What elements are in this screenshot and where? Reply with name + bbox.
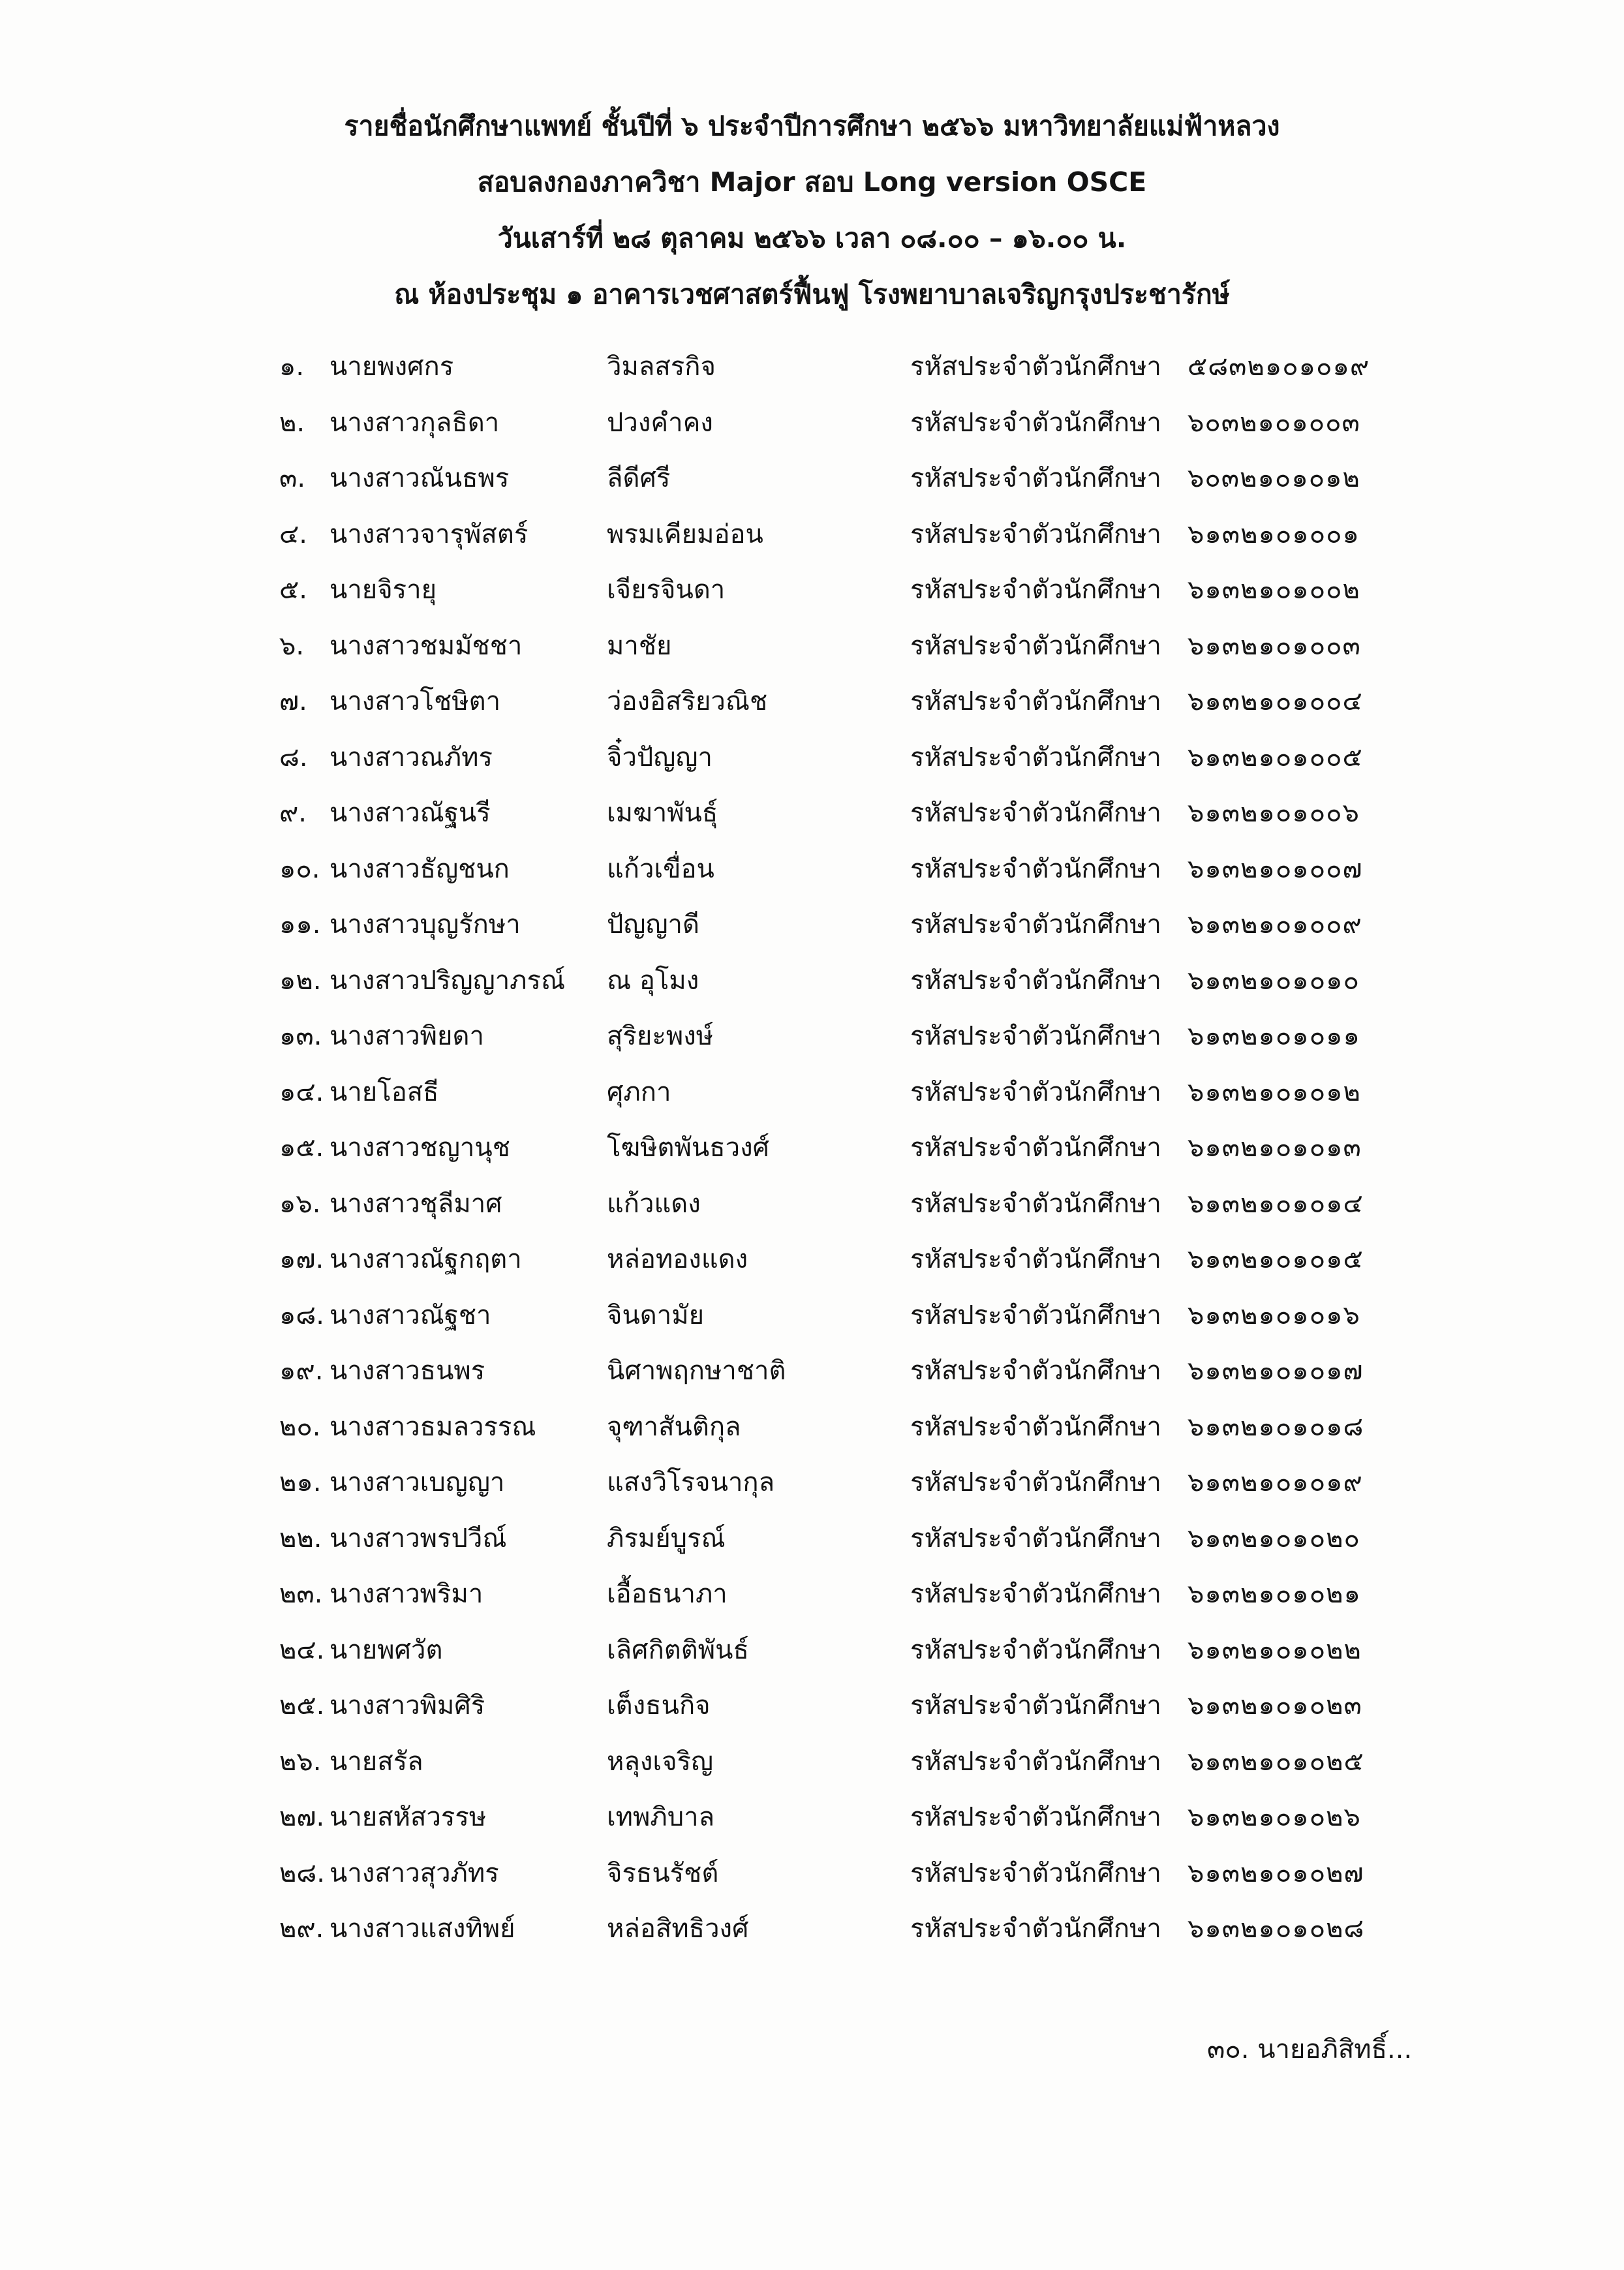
student-row: [0, 1400, 1624, 1456]
student-id-code: ๖๑๓๒๑๐๑๐๐๒: [1187, 575, 1360, 605]
student-last-name: นิศาพฤกษาชาติ: [607, 1356, 786, 1386]
student-first-name: นางสาวโชษิตา: [329, 686, 501, 716]
student-id-code: ๖๑๓๒๑๐๑๐๒๒: [1187, 1634, 1362, 1665]
student-first-name: นางสาวชุลีมาศ: [329, 1188, 502, 1219]
student-last-name: ภิรมย์บูรณ์: [607, 1523, 726, 1554]
header-exam-date: วันเสาร์ที่ ๒๘ ตุลาคม ๒๕๖๖ เวลา ๐๘.๐๐ – ๑๖.๐๐ น.: [497, 222, 1127, 254]
student-first-name: นายพงศกร: [329, 352, 454, 382]
student-row: [0, 786, 1624, 842]
student-row: [0, 1455, 1624, 1511]
student-id-code: ๖๑๓๒๑๐๑๐๐๓: [1187, 630, 1361, 661]
student-id-code: ๖๑๓๒๑๐๑๐๒๑: [1187, 1579, 1361, 1609]
student-first-name: นายโอสธี: [329, 1077, 439, 1107]
student-id-code: ๖๑๓๒๑๐๑๐๑๐: [1187, 965, 1360, 996]
student-number: ๑๕.: [279, 1133, 324, 1163]
student-last-name: เทพภิบาล: [607, 1802, 715, 1832]
student-id-code: ๖๑๓๒๑๐๑๐๑๙: [1187, 1467, 1363, 1497]
student-last-name: โฆษิตพันธวงศ์: [607, 1133, 770, 1163]
student-id-code: ๖๑๓๒๑๐๑๐๑๑: [1187, 1021, 1360, 1051]
student-last-name: ปัญญาดี: [607, 910, 699, 940]
student-id-code: ๕๘๓๒๑๐๑๐๑๙: [1187, 352, 1370, 382]
student-last-name: แก้วแดง: [607, 1188, 701, 1219]
student-number: ๓.: [279, 463, 306, 493]
student-row: [0, 730, 1624, 786]
student-last-name: ศุภกา: [607, 1077, 671, 1107]
student-id-code: ๖๑๓๒๑๐๑๐๑๕: [1187, 1244, 1364, 1274]
student-last-name: หล่อสิทธิวงศ์: [607, 1914, 749, 1944]
student-row: [0, 1567, 1624, 1623]
student-first-name: นางสาวกุลธิดา: [329, 407, 500, 438]
student-number: ๑๘.: [279, 1300, 324, 1330]
student-id-label: รหัสประจำตัวนักศึกษา: [910, 1300, 1161, 1330]
student-id-label: รหัสประจำตัวนักศึกษา: [910, 1244, 1161, 1274]
student-id-code: ๖๑๓๒๑๐๑๐๒๖: [1187, 1802, 1361, 1832]
student-last-name: วิมลสรกิจ: [607, 352, 716, 382]
student-number: ๗.: [279, 686, 307, 716]
student-row: [0, 1623, 1624, 1679]
student-row: [0, 339, 1624, 395]
student-id-label: รหัสประจำตัวนักศึกษา: [910, 1188, 1161, 1219]
student-last-name: จิรธนรัชต์: [607, 1858, 719, 1888]
student-row: [0, 562, 1624, 619]
student-first-name: นางสาวธมลวรรณ: [329, 1411, 536, 1442]
student-row: [0, 1120, 1624, 1176]
student-number: ๒๐.: [279, 1411, 321, 1442]
student-number: ๒๒.: [279, 1523, 322, 1554]
student-id-code: ๖๑๓๒๑๐๑๐๑๗: [1187, 1356, 1364, 1386]
student-id-label: รหัสประจำตัวนักศึกษา: [910, 1356, 1161, 1386]
student-number: ๔.: [279, 519, 307, 549]
student-number: ๒๑.: [279, 1467, 322, 1497]
student-id-label: รหัสประจำตัวนักศึกษา: [910, 910, 1161, 940]
student-first-name: นายพศวัต: [329, 1634, 443, 1665]
student-id-code: ๖๑๓๒๑๐๑๐๑๖: [1187, 1300, 1360, 1330]
student-id-code: ๖๑๓๒๑๐๑๐๐๕: [1187, 742, 1363, 773]
student-id-code: ๖๑๓๒๑๐๑๐๒๗: [1187, 1858, 1364, 1888]
student-last-name: จิ๋วปัญญา: [607, 742, 712, 773]
student-number: ๒๕.: [279, 1691, 325, 1721]
student-row: [0, 1678, 1624, 1734]
student-id-code: ๖๐๓๒๑๐๑๐๐๓: [1187, 407, 1360, 438]
student-list: [0, 339, 1624, 1957]
student-number: ๒๓.: [279, 1579, 323, 1609]
student-row: [0, 1846, 1624, 1902]
student-id-label: รหัสประจำตัวนักศึกษา: [910, 463, 1161, 493]
student-number: ๒๗.: [279, 1802, 325, 1832]
student-id-label: รหัสประจำตัวนักศึกษา: [910, 1858, 1161, 1888]
student-last-name: ปวงคำคง: [607, 407, 713, 438]
student-first-name: นางสาวธนพร: [329, 1356, 485, 1386]
student-id-label: รหัสประจำตัวนักศึกษา: [910, 1802, 1161, 1832]
student-number: ๑๒.: [279, 965, 322, 996]
student-first-name: นางสาวพิมศิริ: [329, 1691, 485, 1721]
student-row: [0, 1176, 1624, 1233]
student-id-label: รหัสประจำตัวนักศึกษา: [910, 1579, 1161, 1609]
student-id-label: รหัสประจำตัวนักศึกษา: [910, 1914, 1161, 1944]
student-row: [0, 674, 1624, 730]
continuation-note: ๓๐. นายอภิสิทธิ์...: [1207, 2034, 1413, 2064]
student-row: [0, 842, 1624, 898]
student-id-code: ๖๑๓๒๑๐๑๐๑๒: [1187, 1077, 1361, 1107]
student-last-name: ลีดีศรี: [607, 463, 671, 493]
student-number: ๑๖.: [279, 1188, 321, 1219]
student-id-code: ๖๑๓๒๑๐๑๐๒๘: [1187, 1914, 1365, 1944]
student-first-name: นางสาวชญานุช: [329, 1133, 510, 1163]
student-last-name: สุริยะพงษ์: [607, 1021, 714, 1051]
student-id-label: รหัสประจำตัวนักศึกษา: [910, 407, 1161, 438]
student-first-name: นางสาวณัฐกฤตา: [329, 1244, 522, 1274]
student-number: ๕.: [279, 575, 307, 605]
student-first-name: นางสาวธัญชนก: [329, 853, 510, 884]
student-id-code: ๖๑๓๒๑๐๑๐๐๗: [1187, 853, 1363, 884]
student-first-name: นางสาวพิยดา: [329, 1021, 484, 1051]
student-last-name: พรมเคียมอ่อน: [607, 519, 763, 549]
student-id-code: ๖๑๓๒๑๐๑๐๑๘: [1187, 1411, 1364, 1442]
student-id-code: ๖๑๓๒๑๐๑๐๐๑: [1187, 519, 1360, 549]
student-number: ๒๘.: [279, 1858, 325, 1888]
student-number: ๘.: [279, 742, 308, 773]
student-first-name: นางสาวณัฐชา: [329, 1300, 491, 1330]
student-last-name: จินดามัย: [607, 1300, 705, 1330]
student-last-name: จุฑาสันติกุล: [607, 1411, 741, 1442]
student-first-name: นางสาวณันธพร: [329, 463, 510, 493]
student-id-code: ๖๑๓๒๑๐๑๐๑๔: [1187, 1188, 1364, 1219]
student-number: ๒๔.: [279, 1634, 325, 1665]
student-number: ๒.: [279, 407, 305, 438]
student-first-name: นางสาวชมมัชชา: [329, 630, 523, 661]
student-first-name: นางสาวพริมา: [329, 1579, 483, 1609]
student-row: [0, 1065, 1624, 1121]
header-exam-venue: ณ ห้องประชุม ๑ อาคารเวชศาสตร์ฟื้นฟู โรงพยาบาลเจริญกรุงประชารักษ์: [394, 279, 1230, 310]
student-id-code: ๖๑๓๒๑๐๑๐๐๔: [1187, 686, 1363, 716]
student-first-name: นางสาวแสงทิพย์: [329, 1914, 515, 1944]
student-number: ๑๗.: [279, 1244, 324, 1274]
student-id-label: รหัสประจำตัวนักศึกษา: [910, 1133, 1161, 1163]
student-row: [0, 451, 1624, 507]
student-id-label: รหัสประจำตัวนักศึกษา: [910, 853, 1161, 884]
student-last-name: ณ อุโมง: [607, 965, 699, 996]
student-first-name: นางสาวเบญญา: [329, 1467, 505, 1497]
student-first-name: นางสาวปริญญาภรณ์: [329, 965, 566, 996]
student-number: ๑๔.: [279, 1077, 324, 1107]
student-id-code: ๖๑๓๒๑๐๑๐๒๕: [1187, 1746, 1364, 1777]
student-id-label: รหัสประจำตัวนักศึกษา: [910, 1691, 1161, 1721]
student-last-name: หล่อทองแดง: [607, 1244, 748, 1274]
student-last-name: แสงวิโรจนากุล: [607, 1467, 775, 1497]
student-last-name: ว่องอิสริยวณิช: [607, 686, 768, 716]
student-row: [0, 1511, 1624, 1567]
student-id-label: รหัสประจำตัวนักศึกษา: [910, 1077, 1161, 1107]
student-id-label: รหัสประจำตัวนักศึกษา: [910, 742, 1161, 773]
student-number: ๒๙.: [279, 1914, 324, 1944]
student-id-label: รหัสประจำตัวนักศึกษา: [910, 630, 1161, 661]
student-first-name: นางสาวสุวภัทร: [329, 1858, 499, 1888]
student-row: [0, 1790, 1624, 1846]
student-id-label: รหัสประจำตัวนักศึกษา: [910, 1467, 1161, 1497]
student-id-code: ๖๑๓๒๑๐๑๐๒๐: [1187, 1523, 1360, 1554]
student-last-name: แก้วเขื่อน: [607, 853, 714, 884]
student-first-name: นางสาวจารุพัสตร์: [329, 519, 529, 549]
student-id-label: รหัสประจำตัวนักศึกษา: [910, 1021, 1161, 1051]
student-id-code: ๖๑๓๒๑๐๑๐๐๙: [1187, 910, 1362, 940]
header-exam-subject: สอบลงกองภาควิชา Major สอบ Long version OSCE: [477, 166, 1147, 198]
student-row: [0, 1288, 1624, 1344]
student-number: ๑๑.: [279, 910, 321, 940]
document-header: [0, 98, 1624, 322]
student-row: [0, 953, 1624, 1009]
student-row: [0, 1343, 1624, 1400]
student-number: ๑๓.: [279, 1021, 322, 1051]
student-id-label: รหัสประจำตัวนักศึกษา: [910, 686, 1161, 716]
student-first-name: นายสหัสวรรษ: [329, 1802, 487, 1832]
student-number: ๒๖.: [279, 1746, 322, 1777]
student-row: [0, 1901, 1624, 1957]
student-id-label: รหัสประจำตัวนักศึกษา: [910, 1746, 1161, 1777]
student-id-code: ๖๑๓๒๑๐๑๐๒๓: [1187, 1691, 1362, 1721]
student-number: ๑๙.: [279, 1356, 324, 1386]
student-first-name: นางสาวณัฐนรี: [329, 798, 491, 828]
student-row: [0, 1232, 1624, 1288]
student-last-name: เจียรจินดา: [607, 575, 726, 605]
student-last-name: หลุงเจริญ: [607, 1746, 714, 1777]
student-row: [0, 619, 1624, 675]
student-row: [0, 1734, 1624, 1790]
student-row: [0, 395, 1624, 452]
student-id-label: รหัสประจำตัวนักศึกษา: [910, 575, 1161, 605]
student-last-name: เลิศกิตติพันธ์: [607, 1634, 749, 1665]
student-number: ๑๐.: [279, 853, 320, 884]
student-id-label: รหัสประจำตัวนักศึกษา: [910, 1634, 1161, 1665]
student-first-name: นายสรัล: [329, 1746, 423, 1777]
student-last-name: มาชัย: [607, 630, 672, 661]
student-id-label: รหัสประจำตัวนักศึกษา: [910, 352, 1161, 382]
student-row: [0, 507, 1624, 563]
student-last-name: เต็งธนกิจ: [607, 1691, 711, 1721]
student-id-label: รหัสประจำตัวนักศึกษา: [910, 965, 1161, 996]
student-number: ๖.: [279, 630, 305, 661]
student-first-name: นายจิรายุ: [329, 575, 437, 605]
student-last-name: เมฆาพันธุ์: [607, 798, 718, 828]
header-title: รายชื่อนักศึกษาแพทย์ ชั้นปีที่ ๖ ประจำปีการศึกษา ๒๕๖๖ มหาวิทยาลัยแม่ฟ้าหลวง: [344, 110, 1280, 142]
student-id-code: ๖๐๓๒๑๐๑๐๑๒: [1187, 463, 1360, 493]
student-row: [0, 897, 1624, 953]
student-row: [0, 1009, 1624, 1065]
student-first-name: นางสาวพรปวีณ์: [329, 1523, 507, 1554]
student-id-code: ๖๑๓๒๑๐๑๐๑๓: [1187, 1133, 1362, 1163]
student-id-label: รหัสประจำตัวนักศึกษา: [910, 1411, 1161, 1442]
student-id-label: รหัสประจำตัวนักศึกษา: [910, 519, 1161, 549]
student-first-name: นางสาวบุญรักษา: [329, 910, 521, 940]
student-id-code: ๖๑๓๒๑๐๑๐๐๖: [1187, 798, 1360, 828]
student-last-name: เอื้อธนาภา: [607, 1579, 728, 1609]
student-first-name: นางสาวณภัทร: [329, 742, 493, 773]
student-number: ๙.: [279, 798, 307, 828]
student-id-label: รหัสประจำตัวนักศึกษา: [910, 1523, 1161, 1554]
student-id-label: รหัสประจำตัวนักศึกษา: [910, 798, 1161, 828]
student-number: ๑.: [279, 352, 305, 382]
